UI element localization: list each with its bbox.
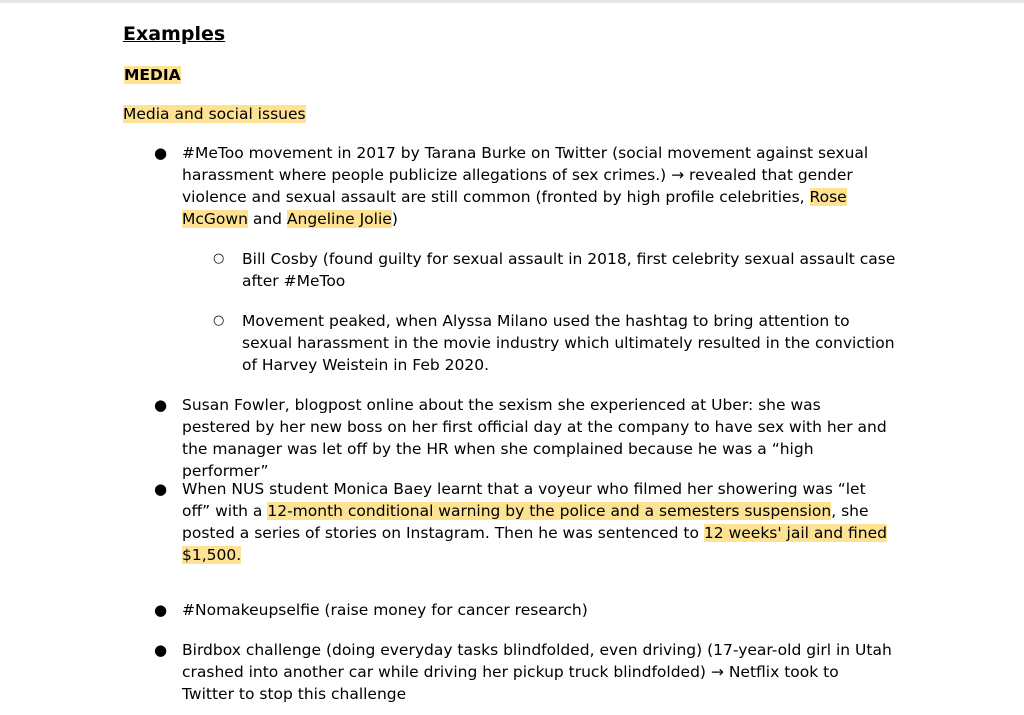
section-heading xyxy=(123,64,182,86)
highlighted-text: Angeline Jolie xyxy=(286,210,392,228)
sub-list-item xyxy=(213,248,898,292)
list-item-text xyxy=(182,478,894,566)
sub-bullet-icon: ○ xyxy=(213,313,225,328)
bullet-icon: ● xyxy=(154,480,168,498)
list-item xyxy=(154,599,894,621)
bullet-icon: ● xyxy=(154,144,168,162)
sub-list-item xyxy=(213,310,898,376)
page-title: Examples xyxy=(123,23,226,45)
list-item xyxy=(154,142,894,230)
bullet-icon: ● xyxy=(154,641,168,659)
subsection-heading-text: Media and social issues xyxy=(123,105,306,123)
sub-list-item-text: Bill Cosby (found guilty for sexual assault in 2018, first celebrity sexual assault case after #MeToo xyxy=(242,250,896,290)
section-heading-text: MEDIA xyxy=(124,66,181,84)
bullet-icon: ● xyxy=(154,396,168,414)
list-item-text: Birdbox challenge (doing everyday tasks blindfolded, even driving) (17-year-old girl in Utah crashed into another car while driving her pickup truck blindfolded) → Netflix took to Twitter to stop this challenge xyxy=(182,641,892,703)
list-item xyxy=(154,639,894,705)
list-item xyxy=(154,478,894,566)
sub-bullet-icon: ○ xyxy=(213,251,225,266)
list-item-text: #Nomakeupselfie (raise money for cancer research) xyxy=(182,601,588,619)
subsection-heading xyxy=(123,103,306,125)
bullet-icon: ● xyxy=(154,601,168,619)
list-item xyxy=(154,394,894,482)
list-item-text xyxy=(182,142,894,230)
highlighted-text: 12-month conditional warning by the police and a semesters suspension xyxy=(267,502,832,520)
highlighted-text: Rose McGown xyxy=(182,188,847,228)
sub-list-item-text: Movement peaked, when Alyssa Milano used the hashtag to bring attention to sexual harassment in the movie industry which ultimately resulted in the conviction of Harvey Weistein in Feb 2020. xyxy=(242,312,895,374)
text-run: , she posted a series of stories on Instagram. Then he was sentenced to xyxy=(182,502,869,542)
text-run: When NUS student Monica Baey learnt that a voyeur who filmed her showering was “let off” with a xyxy=(182,480,866,520)
text-run: #MeToo movement in 2017 by Tarana Burke on Twitter (social movement against sexual harassment where people publicize allegations of sex crimes.) → revealed that gender violence and sexual assault are still common (fronted by high profile celebrities, xyxy=(182,144,869,206)
list-item-text: Susan Fowler, blogpost online about the sexism she experienced at Uber: she was pestered by her new boss on her first official day at the company to have sex with her and the manager was let off by the HR when she complained because he was a “high performer” xyxy=(182,396,887,480)
text-run: and xyxy=(247,210,287,228)
text-run: ) xyxy=(391,210,398,228)
highlighted-text: 12 weeks' jail and fined $1,500. xyxy=(182,524,887,564)
